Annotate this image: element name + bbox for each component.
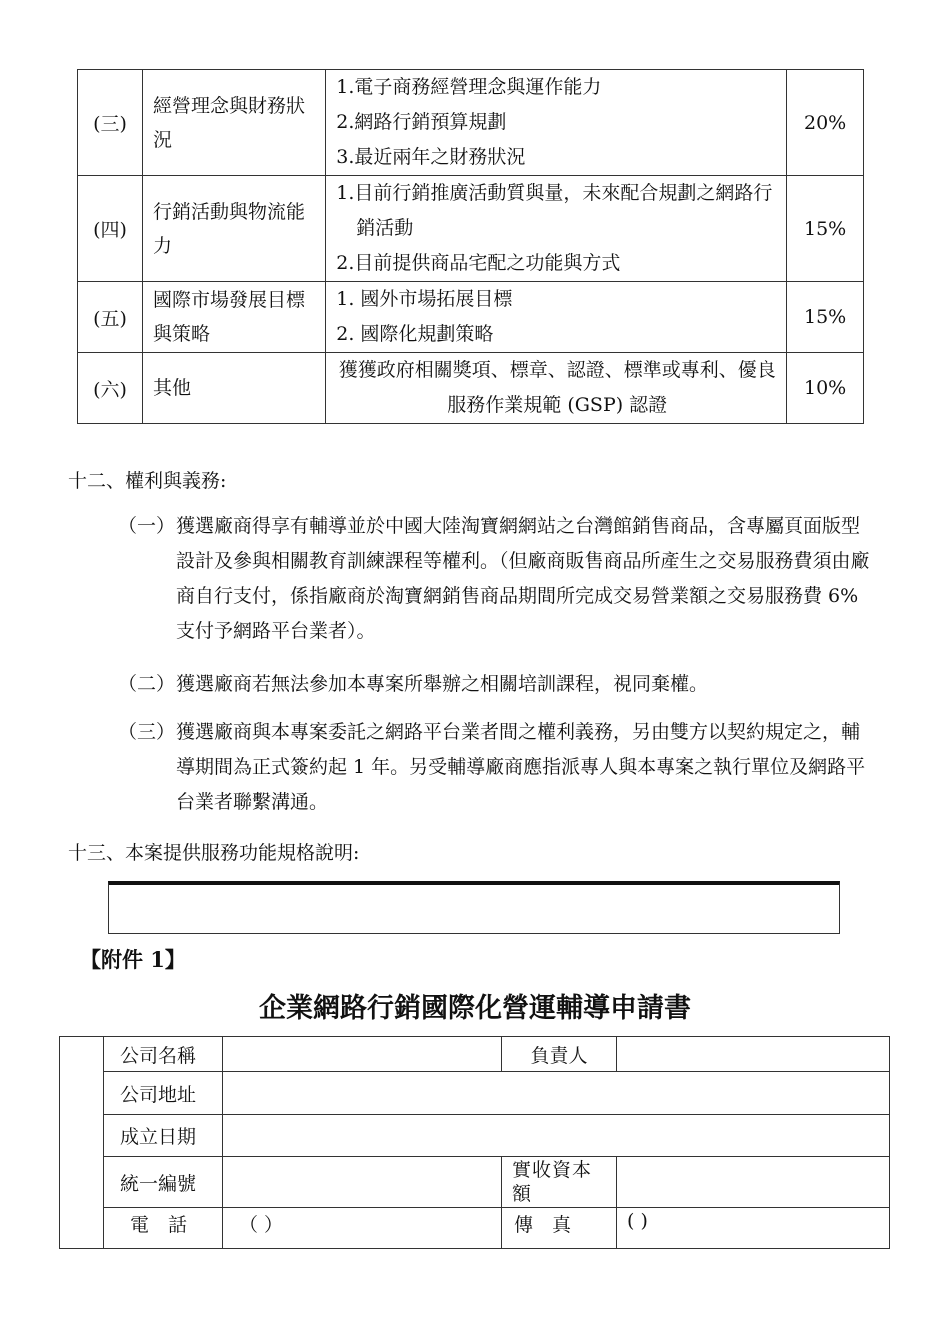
- criteria-line: 1.目前行銷推廣活動質與量，未來配合規劃之網路行銷活動: [336, 182, 773, 239]
- phone-field[interactable]: （ ）: [223, 1208, 502, 1249]
- criteria-row: [78, 353, 864, 424]
- criteria-row: [78, 282, 864, 353]
- criteria-no: (五): [78, 282, 143, 353]
- company-address-field[interactable]: [223, 1072, 890, 1115]
- spec-table-empty: [108, 881, 840, 934]
- criteria-content: [326, 282, 787, 353]
- form-row: [60, 1115, 890, 1157]
- criteria-line: 3.最近兩年之財務狀況: [336, 146, 526, 168]
- fax-label: 傳 真: [502, 1208, 617, 1249]
- form-title: 企業網路行銷國際化營運輔導申請書: [259, 993, 691, 1024]
- application-form: [59, 1036, 890, 1249]
- criteria-line: 2.網路行銷預算規劃: [336, 111, 507, 133]
- criteria-row: [78, 176, 864, 282]
- item-text: 獲選廠商若無法參加本專案所舉辦之相關培訓課程，視同棄權。: [176, 673, 709, 695]
- criteria-no: (四): [78, 176, 143, 282]
- section-12-item: [118, 715, 870, 820]
- section-13-heading: 十三、本案提供服務功能規格說明:: [68, 842, 360, 864]
- founding-date-field[interactable]: [223, 1115, 890, 1157]
- criteria-content: [326, 176, 787, 282]
- criteria-line: 獲獲政府相關獎項、標章、認證、標準或專利、優良服務作業規範 (GSP) 認證: [338, 359, 776, 416]
- person-in-charge-field[interactable]: [617, 1037, 890, 1072]
- criteria-weight: 15%: [787, 282, 864, 353]
- form-side-column: [60, 1037, 104, 1249]
- form-row: [60, 1157, 890, 1208]
- criteria-no: (三): [78, 70, 143, 176]
- criteria-table: [77, 69, 864, 424]
- criteria-row: [78, 70, 864, 176]
- criteria-item: 經營理念與財務狀況: [142, 70, 325, 176]
- tax-id-field[interactable]: [223, 1157, 502, 1208]
- form-row: [60, 1072, 890, 1115]
- item-label: （二）: [118, 673, 176, 695]
- paid-capital-field[interactable]: [617, 1157, 890, 1208]
- criteria-line: 2.目前提供商品宅配之功能與方式: [336, 252, 621, 274]
- criteria-line: 1. 國外市場拓展目標: [336, 288, 513, 310]
- criteria-line: 2. 國際化規劃策略: [336, 323, 494, 345]
- section-12-item: [118, 509, 870, 649]
- tax-id-label: 統一編號: [104, 1157, 223, 1208]
- founding-date-label: 成立日期: [104, 1115, 223, 1157]
- criteria-item: 國際市場發展目標與策略: [142, 282, 325, 353]
- form-row: [60, 1208, 890, 1249]
- section-12-item: [118, 667, 870, 702]
- criteria-line: 1.電子商務經營理念與運作能力: [336, 76, 602, 98]
- criteria-no: (六): [78, 353, 143, 424]
- company-address-label: 公司地址: [104, 1072, 223, 1115]
- company-name-label: 公司名稱: [104, 1037, 223, 1072]
- criteria-weight: 15%: [787, 176, 864, 282]
- form-row: [60, 1037, 890, 1072]
- attachment-label: 【附件 1】: [80, 947, 186, 972]
- criteria-item: 其他: [142, 353, 325, 424]
- item-text: 獲選廠商與本專案委託之網路平台業者間之權利義務，另由雙方以契約規定之，輔導期間為正式簽約起 1 年。另受輔導廠商應指派專人與本專案之執行單位及網路平台業者聯繫溝通。: [176, 721, 866, 813]
- item-label: （三）: [118, 721, 176, 743]
- item-text: 獲選廠商得享有輔導並於中國大陸淘寶網網站之台灣館銷售商品，含專屬頁面版型設計及參與相關教育訓練課程等權利。（但廠商販售商品所產生之交易服務費須由廠商自行支付，係指廠商於淘寶網銷售商品期間所完成交易營業額之交易服務費 6%支付予網路平台業者）。: [176, 515, 870, 642]
- criteria-item: 行銷活動與物流能力: [142, 176, 325, 282]
- criteria-weight: 20%: [787, 70, 864, 176]
- criteria-weight: 10%: [787, 353, 864, 424]
- criteria-content: [326, 70, 787, 176]
- item-label: （一）: [118, 515, 176, 537]
- phone-label: 電 話: [104, 1208, 223, 1249]
- criteria-content: [326, 353, 787, 424]
- company-name-field[interactable]: [223, 1037, 502, 1072]
- fax-field[interactable]: ( ): [617, 1208, 890, 1249]
- paid-capital-label: 實收資本額: [502, 1157, 617, 1208]
- section-12-heading: 十二、權利與義務:: [68, 470, 227, 492]
- person-in-charge-label: 負責人: [502, 1037, 617, 1072]
